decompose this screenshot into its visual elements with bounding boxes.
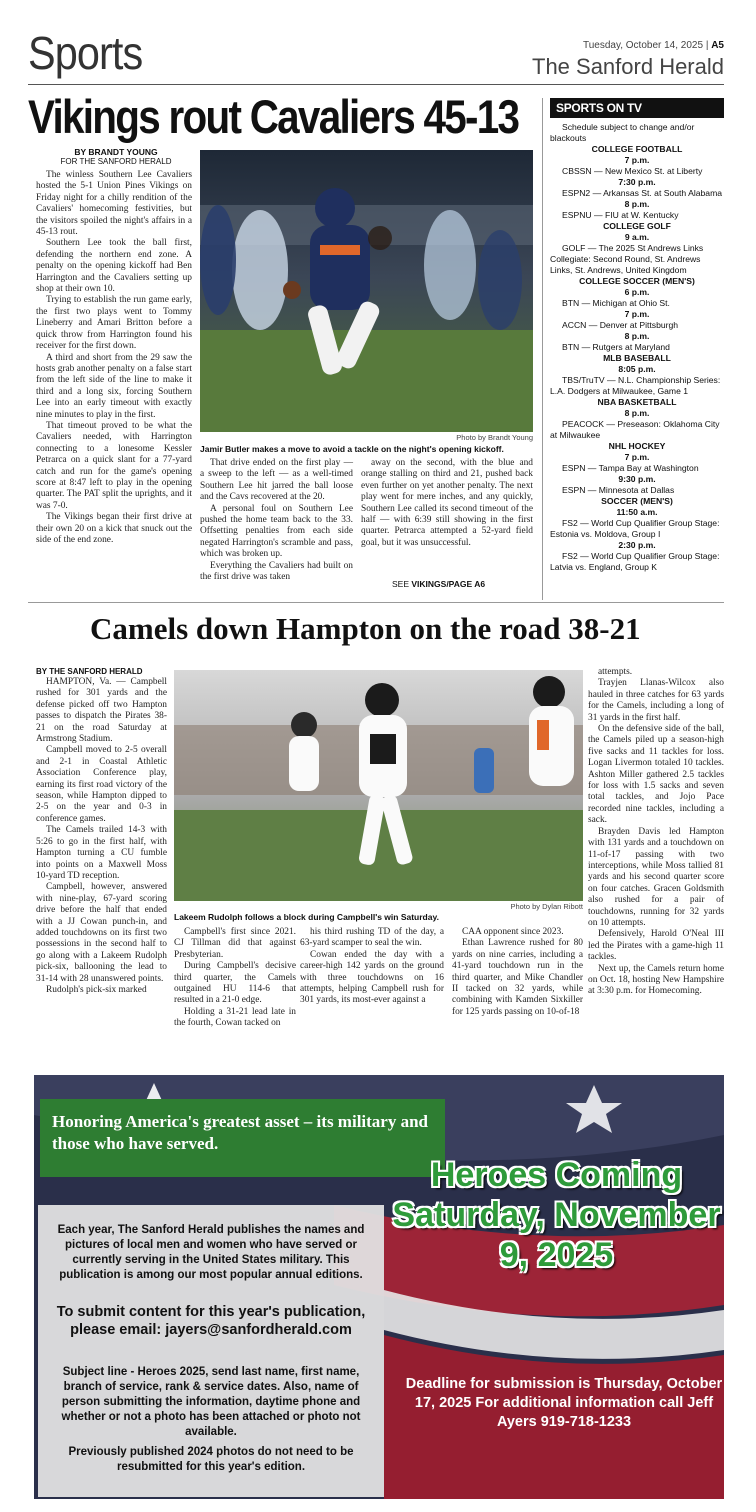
story2-paragraph: Defensively, Harold O'Neal III led the Pirates with a game-high 11 tackles. bbox=[588, 929, 724, 963]
page-number: A5 bbox=[711, 40, 724, 51]
story1-byline bbox=[36, 148, 196, 166]
story2-paragraph: HAMPTON, Va. — Campbell rushed for 301 yards and the defense picked off two Hampton passes to dispatch the Pirates 38-21 on the road Saturday at Armstrong Stadium. bbox=[36, 677, 167, 745]
tv-time-slot: 9:30 p.m. bbox=[618, 474, 656, 484]
sports-on-tv-box bbox=[550, 98, 724, 573]
story1-paragraph: That drive ended on the first play — a sweep to the left — as a well-timed Southern Lee hit jarred the ball loose and the Cavs recovered at the 20. bbox=[200, 458, 353, 503]
story1-photo-credit: Photo by Brandt Young bbox=[456, 433, 533, 442]
story2-paragraph: The Camels trailed 14-3 with 5:26 to go in the first half, with Hampton turning a CU fumble into points on a Maxwell Moss 10-yard TD reception. bbox=[36, 825, 167, 881]
ad-deadline-contact: Deadline for submission is Thursday, October 17, 2025 For additional information call Jeff Ayers 919-718-1233 bbox=[405, 1376, 723, 1430]
ad-info-panel bbox=[38, 1205, 384, 1497]
story1-photo bbox=[200, 150, 533, 432]
tv-listing: ESPN — Tampa Bay at Washington bbox=[562, 463, 699, 473]
story1-paragraph: Trying to establish the run game early, the first two plays went to Tommy Lineberry and Amari Britton before a quick throw from Harrington found his receiver for the first down. bbox=[36, 295, 192, 352]
story2-paragraph: CAA opponent since 2023. bbox=[462, 927, 564, 937]
story2-paragraph: During Campbell's decisive third quarter, the Camels outgained HU 114-6 that resulted in a 21-0 edge. bbox=[174, 961, 296, 1006]
story2-paragraph: Ethan Lawrence rushed for 80 yards on nine carries, including a 41-yard touchdown run in the third quarter, and Mike Chandler II tacked on 32 yards, while combining with Kamden Sixkiller for 125 yards passing on 10-of-18 bbox=[452, 938, 583, 1017]
tv-category: COLLEGE SOCCER (MEN'S) bbox=[579, 276, 695, 286]
story2-paragraph: Campbell, however, answered with nine-play, 67-yard scoring drive before the half that ended with a JJ Cowan punch-in, and added touchdowns on its first two possessions in the second half to go along with a Lakeem Rudolph pick-six, ballooning the lead to 31-14 with 28 unanswered points. bbox=[36, 882, 167, 984]
story2-paragraph: Campbell moved to 2-5 overall and 2-1 in Coastal Athletic Association Conference play, earning its first road victory of the season, while Hampton dipped to 2-5 on the year and 0-3 in conference games. bbox=[36, 745, 167, 824]
tv-time-slot: 7 p.m. bbox=[624, 309, 650, 319]
tv-listing: FS2 — World Cup Qualifier Group Stage: Estonia vs. Moldova, Group I bbox=[550, 518, 720, 539]
story2-caption: Lakeem Rudolph follows a block during Campbell's win Saturday. bbox=[174, 912, 439, 922]
story2-photo-credit: Photo by Dylan Ribott bbox=[510, 902, 583, 911]
sports-on-tv-title: SPORTS ON TV bbox=[550, 98, 724, 118]
story2-paragraph: Cowan ended the day with a career-high 142 yards on the ground with three touchdowns on 16 attempts, helping Campbell rush for 301 yards, its most-ever against a bbox=[300, 949, 444, 1006]
story1-column-2 bbox=[200, 458, 353, 583]
story1-headline: Vikings rout Cavaliers 45-13 bbox=[28, 90, 519, 143]
story2-paragraph: Holding a 31-21 lead late in the fourth, Cowan tacked on bbox=[174, 1006, 296, 1029]
tv-listing: ACCN — Denver at Pittsburgh bbox=[562, 320, 679, 330]
tv-time-slot: 8 p.m. bbox=[624, 331, 650, 341]
story2-paragraph: attempts. bbox=[598, 667, 633, 677]
story2-column-2 bbox=[174, 927, 296, 1030]
tv-time-slot: 2:30 p.m. bbox=[618, 540, 656, 550]
tv-time-slot: 7 p.m. bbox=[624, 452, 650, 462]
story2-headline: Camels down Hampton on the road 38-21 bbox=[90, 611, 641, 646]
tv-category: SOCCER (MEN'S) bbox=[601, 496, 673, 506]
story1-paragraph: away on the second, with the blue and orange stalling on third and 21, pushed back even further on yet another penalty. The next play went for mere inches, and any quickly, Southern Lee called its second timeout of the half — with 6:39 still showing in the first quarter. Petrarca attempted a 52-yard field goal, but it was unsuccessful. bbox=[361, 458, 533, 548]
issue-date-text: Tuesday, October 14, 2025 | bbox=[582, 40, 709, 51]
story1-paragraph: That timeout proved to be what the Cavaliers needed, with Harrington connecting to a lonesome Kessler Petrarca on a quick slant for a 77-yard catch and run for the game's opening score at 8:47 left to play in the opening quarter. The PAT split the uprights, and it was 7-0. bbox=[36, 420, 192, 511]
tv-time-slot: 7:30 p.m. bbox=[618, 177, 656, 187]
header-rule bbox=[28, 84, 724, 85]
story2-paragraph: On the defensive side of the ball, the Camels piled up a season-high five sacks and 11 tackles for loss. Logan Livermon totaled 10 tackles. Ashton Miller gathered 2.5 tackles for loss with 1.5 sacks and seven total tackles, and Jojo Pace recorded nine tackles, including a sack. bbox=[588, 724, 724, 826]
story2-paragraph: Next up, the Camels return home on Oct. 18, hosting New Hampshire at 3:30 p.m. for Homecoming. bbox=[588, 963, 724, 997]
story1-caption: Jamir Butler makes a move to avoid a tackle on the night's opening kickoff. bbox=[200, 444, 504, 454]
tv-category: MLB BASEBALL bbox=[603, 353, 671, 363]
tv-time-slot: 9 a.m. bbox=[624, 232, 650, 242]
ad-heroes-headline: Heroes Coming Saturday, November 9, 2025 bbox=[392, 1156, 721, 1274]
tv-listing: ESPN2 — Arkansas St. at South Alabama bbox=[562, 188, 723, 198]
story1-jump-link[interactable]: VIKINGS/PAGE A6 bbox=[411, 579, 486, 589]
tv-time-slot: 6 p.m. bbox=[624, 287, 650, 297]
story2-paragraph: Brayden Davis led Hampton with 131 yards and a touchdown on 11-of-17 passing with two interceptions, while Moss tallied 81 yards and his second quarter score on four catches. Gracen Goldsmith also rushed for a pair of touchdowns, running for 32 yards on 10 attempts. bbox=[588, 826, 724, 928]
tv-listing: ESPN — Minnesota at Dallas bbox=[562, 485, 675, 495]
tv-time-slot: 7 p.m. bbox=[624, 155, 650, 165]
tv-time-slot: 8 p.m. bbox=[624, 408, 650, 418]
story2-column-3 bbox=[300, 927, 444, 1007]
tv-listing: BTN — Michigan at Ohio St. bbox=[562, 298, 670, 308]
ad-previous-photos-note: Previously published 2024 photos do not need to be resubmitted for this year's edition. bbox=[68, 1446, 354, 1473]
issue-date bbox=[583, 40, 724, 51]
tv-schedule-note: Schedule subject to change and/or blackouts bbox=[550, 122, 695, 143]
section-title: Sports bbox=[28, 27, 143, 79]
story1-jump-line bbox=[392, 579, 485, 589]
tv-listing: FS2 — World Cup Qualifier Group Stage: Latvia vs. England, Group K bbox=[550, 551, 720, 572]
see-prefix: SEE bbox=[392, 579, 412, 589]
story1-column-3 bbox=[361, 458, 533, 549]
tv-listing: BTN — Rutgers at Maryland bbox=[562, 342, 670, 352]
story2-column-1 bbox=[36, 677, 167, 996]
tv-schedule-list bbox=[550, 144, 724, 573]
story1-paragraph: A third and short from the 29 saw the hosts grab another penalty on a false start from the left side of the line to make it third and a long six, forcing Southern Lee into an early timeout with exactly nine minutes to play in the first. bbox=[36, 352, 192, 420]
tv-time-slot: 11:50 a.m. bbox=[616, 507, 658, 517]
ad-submit-email: To submit content for this year's publication, please email: jayers@sanfordherald.com bbox=[56, 1304, 366, 1338]
story1-paragraph: A personal foul on Southern Lee pushed the home team back to the 33. Offsetting penalties from each side negated Harrington's scramble and pass, which was broken up. bbox=[200, 503, 353, 560]
tv-time-slot: 8:05 p.m. bbox=[618, 364, 656, 374]
tv-category: NHL HOCKEY bbox=[608, 441, 666, 451]
heroes-advertisement bbox=[34, 1075, 724, 1499]
football-photo-illustration bbox=[174, 670, 583, 901]
story2-paragraph: Trayjen Llanas-Wilcox also hauled in three catches for 63 yards for the Camels, including a long of 31 yards in the first half. bbox=[588, 678, 724, 723]
tv-category: COLLEGE FOOTBALL bbox=[591, 144, 683, 154]
tv-listing: CBSSN — New Mexico St. at Liberty bbox=[562, 166, 703, 176]
story2-column-4 bbox=[452, 927, 583, 1018]
story2-photo bbox=[174, 670, 583, 901]
tv-category: COLLEGE GOLF bbox=[603, 221, 671, 231]
football-photo-illustration bbox=[200, 150, 533, 432]
story2-paragraph: Rudolph's pick-six marked bbox=[46, 984, 147, 995]
section-divider bbox=[28, 602, 724, 603]
tv-listing: TBS/TruTV — N.L. Championship Series: L.A. Dodgers at Milwaukee, Game 1 bbox=[550, 375, 721, 396]
tv-time-slot: 8 p.m. bbox=[624, 199, 650, 209]
story1-paragraph: Everything the Cavaliers had built on the first drive was taken bbox=[200, 560, 353, 583]
tv-category: NBA BASKETBALL bbox=[597, 397, 677, 407]
story2-paragraph: Campbell's first since 2021. CJ Tillman did that against Presbyterian. bbox=[174, 927, 296, 960]
story1-paragraph: Southern Lee took the ball first, defending the northern end zone. A penalty on the opening kickoff had Ben Harrington and the Cavaliers setting up shop at their own 10. bbox=[36, 238, 192, 295]
story2-paragraph: his third rushing TD of the day, a 63-yard scamper to seal the win. bbox=[300, 927, 444, 949]
tv-listing: GOLF — The 2025 St Andrews Links Collegiate: Second Round, St. Andrews Links, St. Andrews, United Kingdom bbox=[550, 243, 704, 275]
newspaper-name: The Sanford Herald bbox=[532, 54, 724, 79]
story1-paragraph: The Vikings began their first drive at their own 20 on a kick that snuck out the side of the end zone. bbox=[36, 512, 192, 545]
tv-listing: PEACOCK — Preseason: Oklahoma City at Milwaukee bbox=[550, 419, 720, 440]
ad-honoring-banner: Honoring America's greatest asset – its military and those who have served. bbox=[40, 1099, 445, 1177]
tv-listing: ESPNU — FIU at W. Kentucky bbox=[562, 210, 679, 220]
story1-byline-org: FOR THE SANFORD HERALD bbox=[60, 157, 172, 166]
story2-column-5 bbox=[588, 667, 724, 998]
story2-byline: BY THE SANFORD HERALD bbox=[36, 667, 143, 676]
story1-paragraph: The winless Southern Lee Cavaliers hosted the 5-1 Union Pines Vikings on Friday night for a chilly rendition of the Cavaliers' homecoming festivities, but the visitors spoiled the night's affairs in a 45-13 rout. bbox=[36, 170, 192, 238]
story1-byline-name: BY BRANDT YOUNG bbox=[74, 147, 158, 157]
story1-column-1 bbox=[36, 170, 192, 546]
ad-description: Each year, The Sanford Herald publishes the names and pictures of local men and women who have served or currently serving in the United States military. This publication is among our most popular annual editions. bbox=[57, 1224, 365, 1281]
ad-submission-instructions: Subject line - Heroes 2025, send last name, first name, branch of service, rank & service dates. Also, name of person submitting the information, daytime phone and whether or not a photo has been attached or photo not available. bbox=[61, 1366, 361, 1438]
column-divider bbox=[542, 98, 543, 600]
